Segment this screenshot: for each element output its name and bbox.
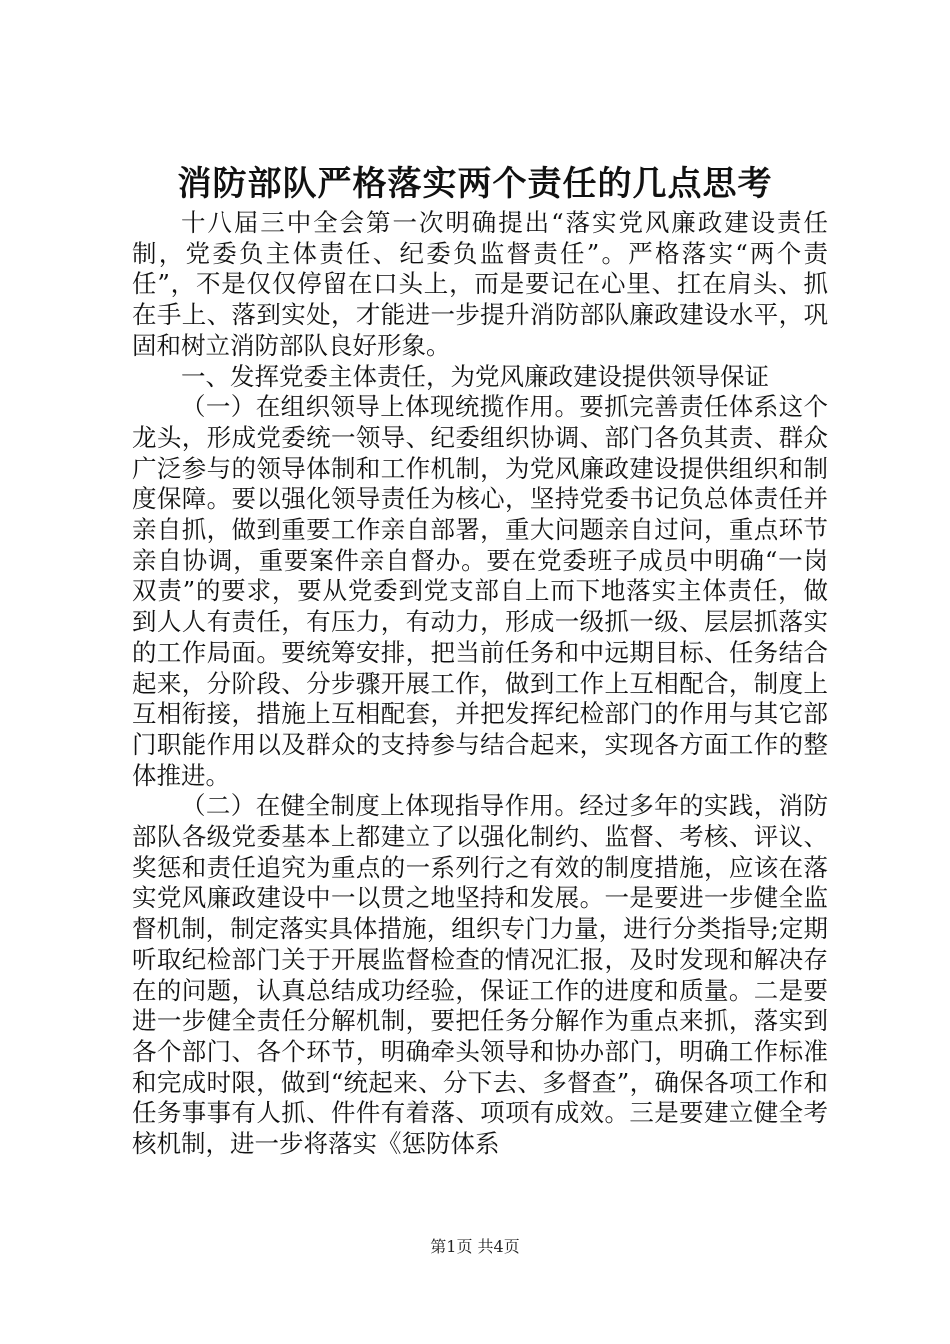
section-heading-1: 一、发挥党委主体责任，为党风廉政建设提供领导保证 xyxy=(181,361,769,391)
paragraph-organization-leadership: （一）在组织领导上体现统揽作用。要抓完善责任体系这个龙头，形成党委统一领导、纪委组织协调、部门各负其责、群众广泛参与的领导体制和工作机制，为党风廉政建设提供组织和制度保障。要以强化领导责任为核心，坚持党委书记负总体责任并亲自抓，做到重要工作亲自部署，重大问题亲自过问，重点环节亲自协调，重要案件亲自督办。要在党委班子成员中明确“一岗双责”的要求，要从党委到党支部自上而下地落实主体责任，做到人人有责任，有压力，有动力，形成一级抓一级、层层抓落实的工作局面。要统筹安排，把当前任务和中远期目标、任务结合起来，分阶段、分步骤开展工作，做到工作上互相配合，制度上互相衔接，措施上互相配套，并把发挥纪检部门的作用与其它部门职能作用以及群众的支持参与结合起来，实现各方面工作的整体推进。 xyxy=(132,392,828,790)
document-body xyxy=(132,208,828,1160)
page-number-footer: 第1页 共4页 xyxy=(430,1237,520,1256)
document-title: 消防部队严格落实两个责任的几点思考 xyxy=(177,164,773,204)
paragraph-intro: 十八届三中全会第一次明确提出“落实党风廉政建设责任制，党委负主体责任、纪委负监督责任”。严格落实“两个责任”，不是仅仅停留在口头上，而是要记在心里、扛在肩头、抓在手上、落到实处，才能进一步提升消防部队廉政建设水平，巩固和树立消防部队良好形象。 xyxy=(132,208,828,360)
paragraph-system-guidance: （二）在健全制度上体现指导作用。经过多年的实践，消防部队各级党委基本上都建立了以强化制约、监督、考核、评议、奖惩和责任追究为重点的一系列行之有效的制度措施，应该在落实党风廉政建设中一以贯之地坚持和发展。一是要进一步健全监督机制，制定落实具体措施，组织专门力量，进行分类指导;定期听取纪检部门关于开展监督检查的情况汇报，及时发现和解决存在的问题，认真总结成功经验，保证工作的进度和质量。二是要进一步健全责任分解机制，要把任务分解作为重点来抓，落实到各个部门、各个环节，明确牵头领导和协办部门，明确工作标准和完成时限，做到“统起来、分下去、多督查”，确保各项工作和任务事事有人抓、件件有着落、项项有成效。三是要建立健全考核机制，进一步将落实《惩防体系 xyxy=(132,791,828,1159)
